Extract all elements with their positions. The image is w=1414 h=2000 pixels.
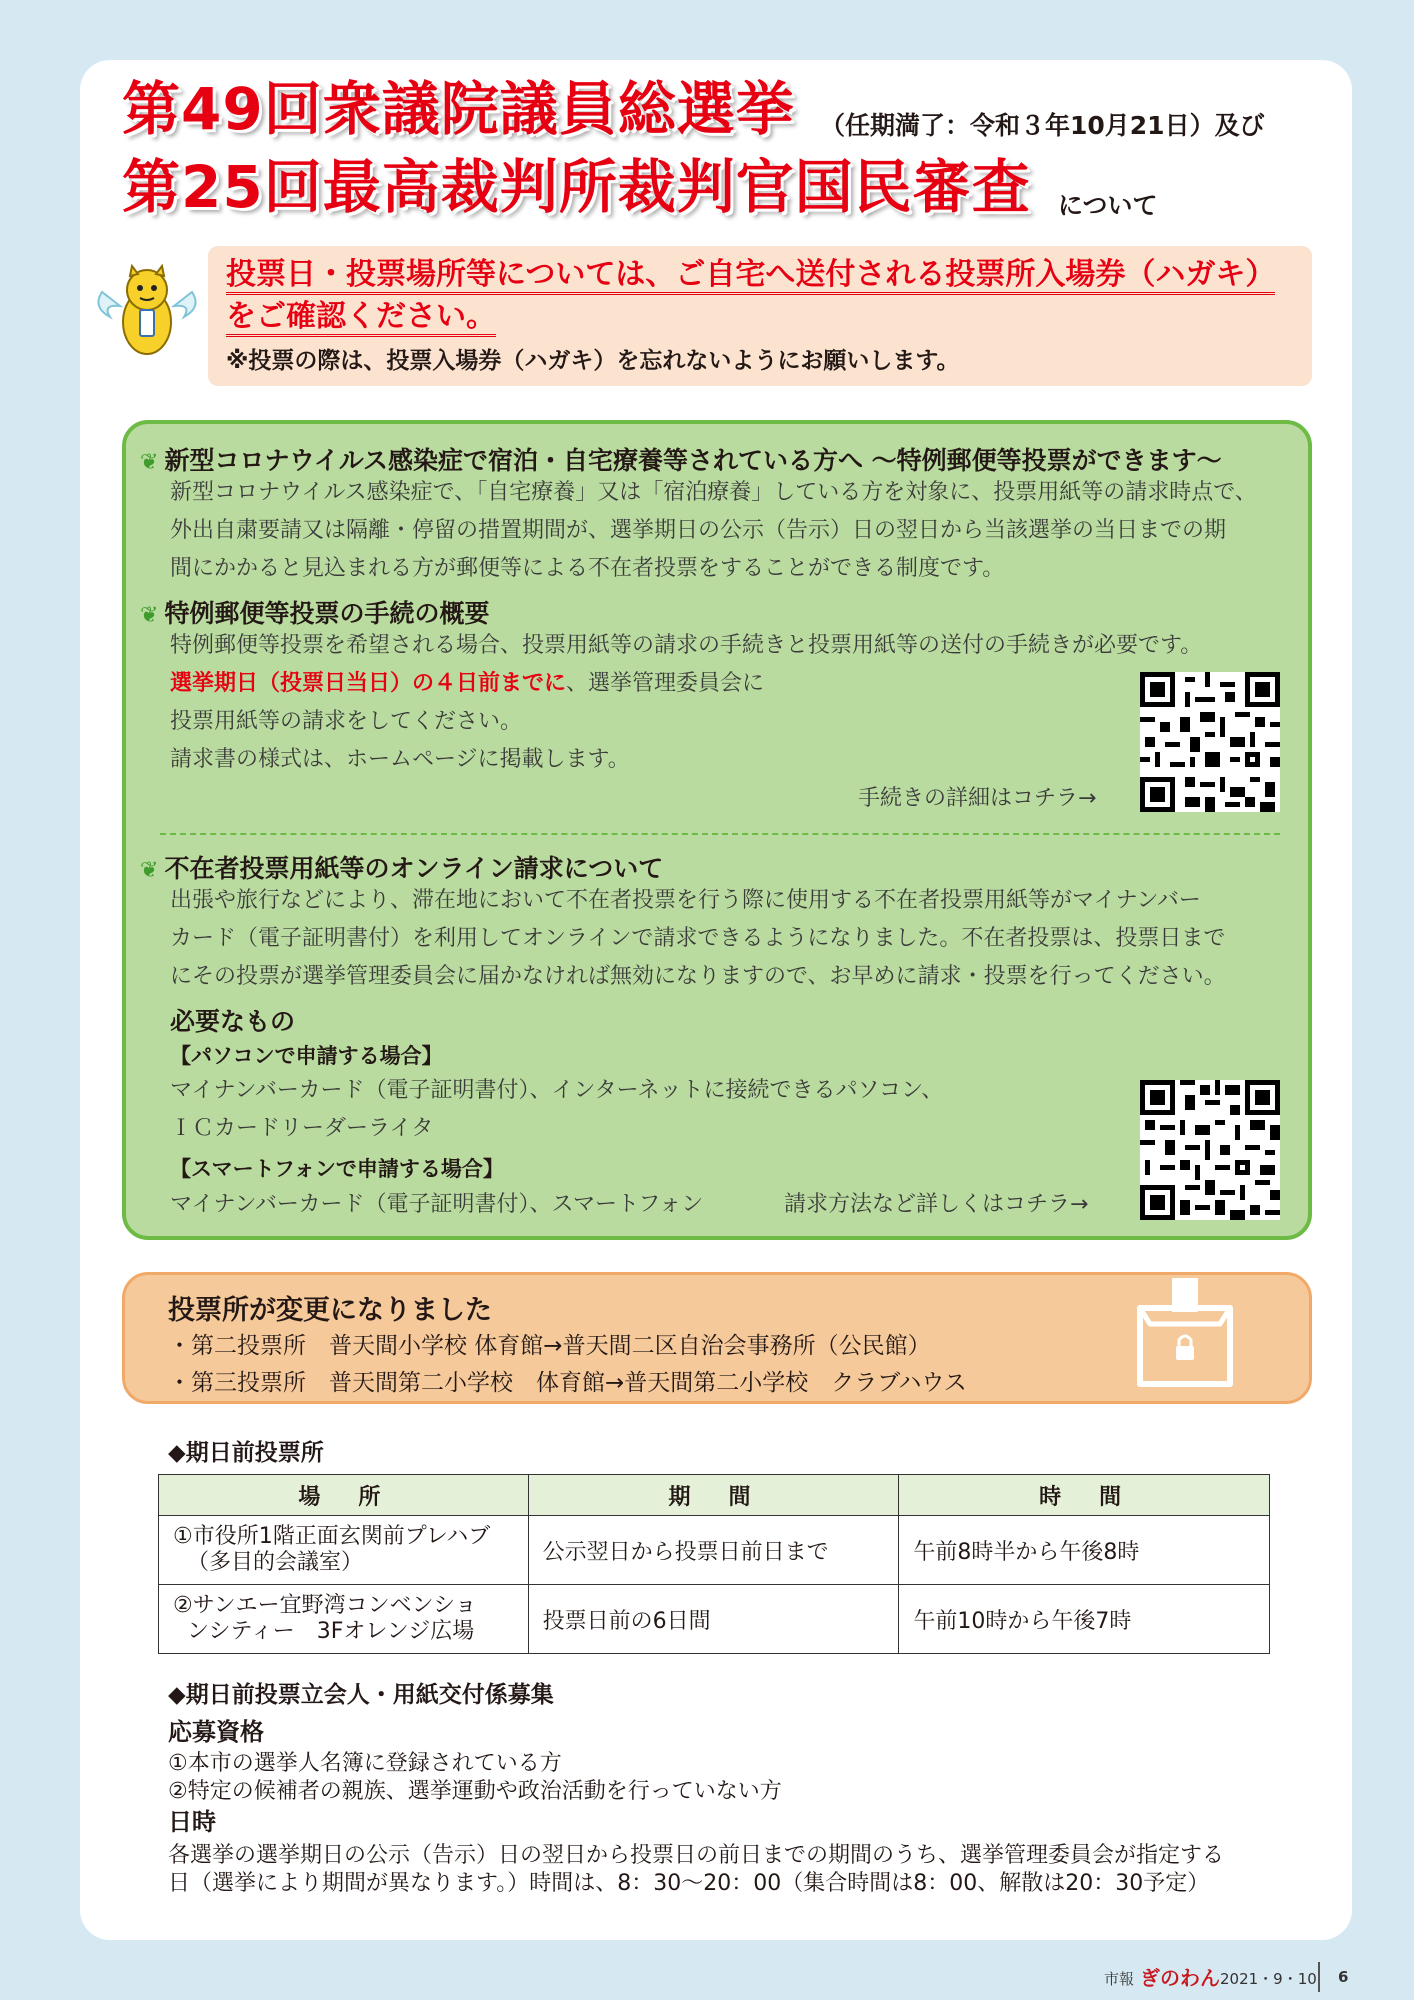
qr-code-icon[interactable] — [1140, 672, 1280, 812]
table-cell-period: 公示翌日から投票日前日まで — [528, 1516, 899, 1585]
leaf-icon: ❦ — [140, 450, 159, 475]
pc-line: ＩＣカードリーダーライタ — [170, 1116, 434, 1141]
table-cell-time: 午前10時から午後7時 — [899, 1585, 1270, 1654]
title-line2-suffix: について — [1058, 191, 1158, 220]
online-line: カード（電子証明書付）を利用してオンラインで請求できるようになりました。不在者投票は、投票日まで — [170, 926, 1226, 951]
place-line: ①市役所1階正面玄関前プレハブ — [173, 1524, 491, 1549]
leaf-icon: ❦ — [140, 858, 159, 883]
title-line1: 第49回衆議院議員総選挙 — [122, 75, 795, 143]
section-divider — [160, 833, 1280, 835]
place-line: ②サンエー宜野湾コンベンショ — [173, 1593, 477, 1618]
pc-line: マイナンバーカード（電子証明書付）、インターネットに接続できるパソコン、 — [170, 1078, 944, 1103]
procedure-line: 請求書の様式は、ホームページに掲載します。 — [170, 747, 630, 772]
place-line: ンシティー 3Fオレンジ広場 — [187, 1619, 475, 1644]
covid-line: 新型コロナウイルス感染症で、「自宅療養」又は「宿泊療養」している方を対象に、投票用紙等の請求時点で、 — [170, 480, 1257, 505]
table-row — [159, 1585, 1270, 1654]
date-line: 各選挙の選挙期日の公示（告示）日の翌日から投票日の前日までの期間のうち、選挙管理委員会が指定する — [168, 1843, 1225, 1868]
page-number: 6 — [1338, 1968, 1349, 1986]
covid-heading: ❦ 新型コロナウイルス感染症で宿泊・自宅療養等されている方へ ～特例郵便等投票ができます～ — [140, 446, 1222, 475]
change-heading: 投票所が変更になりました — [168, 1295, 492, 1326]
date-heading: 日時 — [168, 1808, 216, 1836]
table-cell-period: 投票日前の6日間 — [528, 1585, 899, 1654]
table-header-row — [159, 1475, 1270, 1516]
footer-date: 2021・9・10 — [1220, 1970, 1317, 1988]
table-cell-time: 午前8時半から午後8時 — [899, 1516, 1270, 1585]
sp-line: マイナンバーカード（電子証明書付）、スマートフォン — [170, 1192, 704, 1217]
leaf-icon: ❦ — [140, 603, 159, 628]
procedure-line: 特例郵便等投票を希望される場合、投票用紙等の請求の手続きと投票用紙等の送付の手続きが必要です。 — [170, 633, 1203, 658]
recruit-title: ◆期日前投票立会人・用紙交付係募集 — [168, 1682, 554, 1708]
notice-sub-text: ※投票の際は、投票入場券（ハガキ）を忘れないようにお願いします。 — [226, 348, 960, 374]
procedure-line: 投票用紙等の請求をしてください。 — [170, 709, 523, 734]
qualification-line: ①本市の選挙人名簿に登録されている方 — [168, 1751, 562, 1776]
ballot-box-icon — [1130, 1278, 1240, 1392]
procedure-deadline-line: 選挙期日（投票日当日）の４日前までに、選挙管理委員会に — [170, 671, 765, 696]
qualification-line: ②特定の候補者の親族、選挙運動や政治活動を行っていない方 — [168, 1779, 782, 1804]
early-voting-title: ◆期日前投票所 — [168, 1440, 324, 1466]
early-voting-table — [158, 1474, 1270, 1654]
online-qr-caption: 請求方法など詳しくはコチラ→ — [784, 1192, 1089, 1217]
change-line: ・第三投票所 普天間第二小学校 体育館→普天間第二小学校 クラブハウス — [168, 1370, 967, 1396]
covid-line: 外出自粛要請又は隔離・停留の措置期間が、選挙期日の公示（告示）日の翌日から当該選挙の当日までの期 — [170, 518, 1227, 543]
footer-publication: 市報 — [1104, 1970, 1135, 1988]
table-cell-place — [159, 1516, 529, 1585]
table-cell-place — [159, 1585, 529, 1654]
procedure-heading: ❦ 特例郵便等投票の手続の概要 — [140, 599, 490, 628]
date-line: 日（選挙により期間が異なります。）時間は、8：30～20：00（集合時間は8：00、解散は20：30予定） — [168, 1871, 1210, 1896]
deadline-text: 選挙期日（投票日当日）の４日前までに — [170, 671, 567, 696]
notice-main-text: 投票日・投票場所等については、ご自宅へ送付される投票所入場券（ハガキ）をご確認ください。 — [226, 254, 1286, 338]
table-header: 期 間 — [528, 1475, 899, 1516]
table-row — [159, 1516, 1270, 1585]
qualification-heading: 応募資格 — [168, 1718, 264, 1746]
place-line: （多目的会議室） — [187, 1550, 364, 1575]
title-line1-suffix: （任期満了：令和３年10月21日）及び — [820, 111, 1265, 140]
needs-heading: 必要なもの — [170, 1007, 296, 1036]
footer-divider — [1318, 1962, 1320, 1992]
qr-code-icon[interactable] — [1140, 1080, 1280, 1220]
change-line: ・第二投票所 普天間小学校 体育館→普天間二区自治会事務所（公民館） — [168, 1333, 931, 1359]
footer-brand: ぎのわん — [1140, 1966, 1220, 1990]
procedure-qr-caption: 手続きの詳細はコチラ→ — [858, 786, 1097, 811]
online-line: 出張や旅行などにより、滞在地において不在者投票を行う際に使用する不在者投票用紙等がマイナンバー — [170, 888, 1201, 913]
sp-heading: 【スマートフォンで申請する場合】 — [170, 1157, 504, 1181]
covid-line: 間にかかると見込まれる方が郵便等による不在者投票をすることができる制度です。 — [170, 556, 1005, 581]
table-header: 時 間 — [899, 1475, 1270, 1516]
pc-heading: 【パソコンで申請する場合】 — [170, 1044, 443, 1068]
online-heading: ❦ 不在者投票用紙等のオンライン請求について — [140, 854, 664, 883]
online-line: にその投票が選挙管理委員会に届かなければ無効になりますので、お早めに請求・投票を行ってください。 — [170, 964, 1226, 989]
table-header: 場 所 — [159, 1475, 529, 1516]
title-line2: 第25回最高裁判所裁判官国民審査 — [122, 153, 1031, 221]
mascot-icon — [92, 262, 202, 362]
